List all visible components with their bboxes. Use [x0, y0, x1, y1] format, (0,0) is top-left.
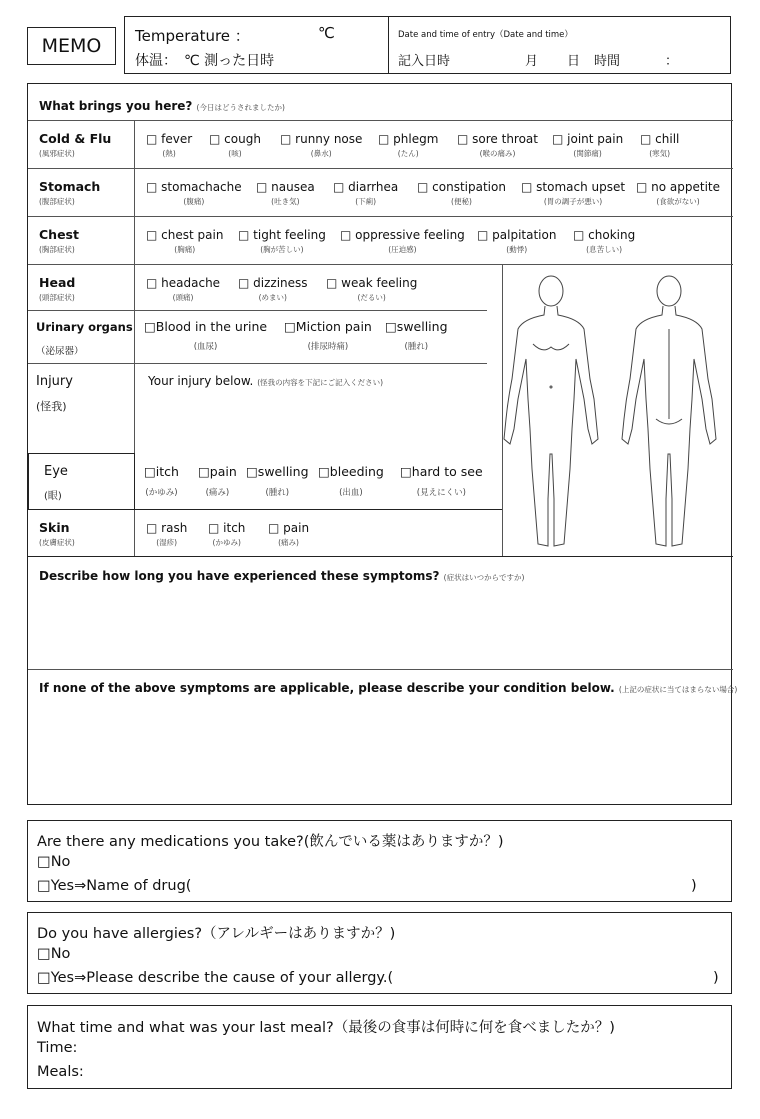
option-jp: (食欲がない) — [656, 197, 700, 206]
option-jp: (出血) — [339, 488, 363, 498]
body-front-figure — [504, 276, 598, 546]
option-jp: (かゆみ) — [212, 538, 241, 547]
checkbox-eye-pain[interactable] — [198, 464, 237, 498]
checkbox-eye-bleeding[interactable] — [318, 464, 384, 498]
question-what-brings — [39, 99, 285, 113]
category-jp: (頭部症状) — [39, 293, 75, 302]
category-jp: (怪我) — [36, 400, 67, 413]
option-label: □ pain — [268, 521, 310, 535]
memo-label: MEMO — [41, 35, 102, 57]
checkbox-miction-pain[interactable] — [284, 319, 372, 352]
option-label: □ rash — [146, 521, 188, 535]
day-label: 日 — [567, 54, 581, 69]
option-jp: (腫れ) — [265, 488, 290, 498]
category-jp: (風邪症状) — [39, 149, 75, 158]
medications-yes-checkbox[interactable]: □Yes⇒Name of drug( — [37, 878, 192, 894]
injury-field[interactable] — [138, 390, 498, 450]
option-label: □Miction pain — [284, 319, 372, 334]
category-label: Head — [39, 275, 76, 290]
memo-box — [27, 27, 116, 65]
option-jp: (胃の調子が悪い) — [543, 197, 603, 206]
injury-note-en: Your injury below. — [148, 374, 254, 388]
duration-field[interactable] — [34, 587, 726, 665]
option-label: □ stomach upset — [521, 180, 626, 194]
category-label: Stomach — [39, 179, 101, 194]
checkbox-fever[interactable] — [146, 132, 192, 159]
checkbox-rash[interactable] — [146, 521, 187, 548]
option-jp: (頭痛) — [172, 293, 194, 302]
option-jp: (圧迫感) — [388, 245, 417, 254]
option-jp: (息苦しい) — [586, 245, 623, 254]
category-label: Chest — [39, 227, 79, 242]
checkbox-runny-nose[interactable] — [280, 132, 362, 159]
temperature-label: Temperature ： — [135, 27, 250, 45]
header-divider — [388, 17, 389, 73]
row-divider — [28, 363, 487, 364]
option-jp: (痛み) — [278, 538, 299, 547]
option-label: □ weak feeling — [326, 276, 418, 290]
option-label: □Blood in the urine — [144, 319, 268, 334]
option-label: □ diarrhea — [333, 180, 399, 194]
option-label: □ fever — [146, 132, 193, 146]
checkbox-stomach-upset[interactable] — [521, 180, 625, 207]
category-injury — [36, 374, 73, 414]
option-jp: (鼻水) — [310, 149, 332, 158]
category-cold-flu — [39, 131, 111, 159]
checkbox-constipation[interactable] — [417, 180, 506, 207]
medications-no-checkbox[interactable]: □No — [37, 854, 71, 870]
option-jp: (腹痛) — [183, 197, 205, 206]
option-label: □swelling — [246, 464, 309, 479]
option-label: □itch — [144, 464, 179, 479]
temperature-unit: ℃ — [318, 24, 335, 42]
option-label: □ runny nose — [280, 132, 363, 146]
option-label: □ dizziness — [238, 276, 308, 290]
category-head — [39, 275, 75, 303]
time-label: 時間 — [594, 54, 621, 69]
option-label: □bleeding — [318, 464, 384, 479]
option-jp: (湿疹) — [156, 538, 178, 547]
question-duration — [39, 569, 524, 583]
taion-line: 体温： ℃ 測った日時 — [135, 53, 275, 69]
option-jp: (熱) — [162, 149, 176, 158]
option-label: □ joint pain — [552, 132, 624, 146]
checkbox-skin-pain[interactable] — [268, 521, 309, 548]
question-none-applicable — [39, 681, 737, 695]
category-label: Urinary organs — [36, 320, 133, 334]
option-label: □swelling — [385, 319, 448, 334]
row-divider — [28, 556, 733, 557]
checkbox-stomachache[interactable] — [146, 180, 242, 207]
checkbox-cough[interactable] — [209, 132, 261, 159]
checkbox-palpitation[interactable] — [477, 228, 556, 255]
injury-note — [148, 374, 383, 388]
allergies-yes-checkbox[interactable]: □Yes⇒Please describe the cause of your allergy.( — [37, 970, 394, 986]
checkbox-eye-hard-to-see[interactable] — [400, 464, 483, 498]
option-label: □ chill — [640, 132, 680, 146]
close-paren: ) — [713, 970, 719, 986]
option-label: □ cough — [209, 132, 261, 146]
option-jp: (咳) — [228, 149, 242, 158]
checkbox-no-appetite[interactable] — [636, 180, 720, 207]
body-diagram[interactable] — [498, 269, 728, 554]
category-stomach — [39, 179, 100, 207]
option-jp: (たん) — [397, 149, 419, 158]
category-skin — [39, 520, 75, 548]
none-jp: (上記の症状に当てはまらない場合) — [618, 685, 738, 694]
allergies-question: Do you have allergies?（アレルギーはありますか？) — [37, 926, 396, 942]
none-en: If none of the above symptoms are applicable, please describe your condition below. — [39, 681, 615, 695]
option-label: □pain — [198, 464, 237, 479]
row-divider — [28, 669, 733, 670]
row-divider — [28, 310, 487, 311]
category-jp: (眼) — [44, 491, 62, 502]
checkbox-swelling-urinary[interactable] — [385, 319, 448, 352]
option-jp: (排尿時痛) — [307, 342, 349, 352]
option-jp: (痛み) — [205, 488, 230, 498]
checkbox-diarrhea[interactable] — [333, 180, 398, 207]
category-label: Injury — [36, 374, 73, 389]
option-jp: (胸が苦しい) — [260, 245, 304, 254]
header-box — [124, 16, 731, 74]
option-jp: (めまい) — [258, 293, 287, 302]
entry-caption: Date and time of entry（Date and time） — [398, 30, 573, 40]
option-label: □ tight feeling — [238, 228, 326, 242]
condition-field[interactable] — [34, 699, 726, 799]
allergies-no-checkbox[interactable]: □No — [37, 946, 71, 962]
entry-jp: 記入日時 — [398, 54, 451, 69]
option-jp: (寒気) — [649, 149, 671, 158]
option-label: □ no appetite — [636, 180, 721, 194]
category-eye — [44, 464, 68, 502]
checkbox-oppressive-feeling[interactable] — [340, 228, 465, 255]
option-jp: (関節痛) — [573, 149, 602, 158]
category-jp: (皮膚症状) — [39, 538, 75, 547]
meal-meals-label: Meals: — [37, 1064, 84, 1080]
category-label: Eye — [44, 464, 68, 479]
option-jp: (下痢) — [355, 197, 377, 206]
body-back-figure — [622, 276, 716, 546]
checkbox-weak-feeling[interactable] — [326, 276, 417, 303]
category-jp: (胸部症状) — [39, 245, 75, 254]
option-jp: (腫れ) — [404, 342, 429, 352]
meal-question: What time and what was your last meal?（最後の食事は何時に何を食べましたか？) — [37, 1020, 615, 1036]
category-jp: （泌尿器） — [36, 346, 84, 357]
checkbox-eye-swelling[interactable] — [246, 464, 309, 498]
duration-jp: (症状はいつからですか) — [443, 573, 525, 582]
colon-label: ： — [665, 54, 679, 69]
medications-box — [27, 820, 732, 902]
checkbox-nausea[interactable] — [256, 180, 315, 207]
option-label: □ choking — [573, 228, 636, 242]
checkbox-chest-pain[interactable] — [146, 228, 223, 255]
checkbox-joint-pain[interactable] — [552, 132, 623, 159]
injury-note-jp: (怪我の内容を下記にご記入ください) — [257, 378, 384, 387]
option-label: □ chest pain — [146, 228, 224, 242]
checkbox-skin-itch[interactable] — [208, 521, 245, 548]
checkbox-tight-feeling[interactable] — [238, 228, 326, 255]
allergies-box — [27, 912, 732, 994]
question-en: What brings you here? — [39, 99, 193, 113]
close-paren: ) — [691, 878, 697, 894]
option-label: □ constipation — [417, 180, 506, 194]
meal-time-label: Time: — [37, 1040, 78, 1056]
option-label: □ itch — [208, 521, 246, 535]
category-label: Cold & Flu — [39, 131, 112, 146]
option-jp: (便秘) — [451, 197, 472, 206]
option-label: □ nausea — [256, 180, 315, 194]
option-jp: (だるい) — [357, 293, 386, 302]
checkbox-blood-urine[interactable] — [144, 319, 267, 352]
medications-question: Are there any medications you take?(飲んでいる薬はありますか？) — [37, 834, 504, 850]
option-jp: (見えにくい) — [416, 488, 466, 498]
category-label: Skin — [39, 520, 70, 535]
duration-en: Describe how long you have experienced these symptoms? — [39, 569, 440, 583]
option-label: □ palpitation — [477, 228, 557, 242]
option-label: □ sore throat — [457, 132, 538, 146]
option-jp: (動悸) — [506, 245, 528, 254]
question-jp: (今日はどうされましたか) — [196, 103, 285, 112]
option-jp: (吐き気) — [271, 197, 300, 206]
month-label: 月 — [525, 54, 539, 69]
checkbox-headache[interactable] — [146, 276, 220, 303]
category-chest — [39, 227, 79, 255]
checkbox-eye-itch[interactable] — [144, 464, 179, 498]
meal-box — [27, 1005, 732, 1089]
option-label: □ phlegm — [378, 132, 439, 146]
option-label: □hard to see — [400, 464, 483, 479]
option-jp: (胸痛) — [174, 245, 196, 254]
option-jp: (血尿) — [193, 342, 218, 352]
symptom-form — [27, 83, 738, 805]
checkbox-dizziness[interactable] — [238, 276, 308, 303]
category-jp: (腹部症状) — [39, 197, 75, 206]
option-jp: (かゆみ) — [145, 488, 178, 498]
option-label: □ oppressive feeling — [340, 228, 465, 242]
checkbox-choking[interactable] — [573, 228, 635, 255]
checkbox-sore-throat[interactable] — [457, 132, 538, 159]
category-urinary — [36, 320, 133, 357]
checkbox-phlegm[interactable] — [378, 132, 438, 159]
option-label: □ headache — [146, 276, 221, 290]
checkbox-chill[interactable] — [640, 132, 679, 159]
option-label: □ stomachache — [146, 180, 242, 194]
option-jp: (喉の痛み) — [479, 149, 516, 158]
